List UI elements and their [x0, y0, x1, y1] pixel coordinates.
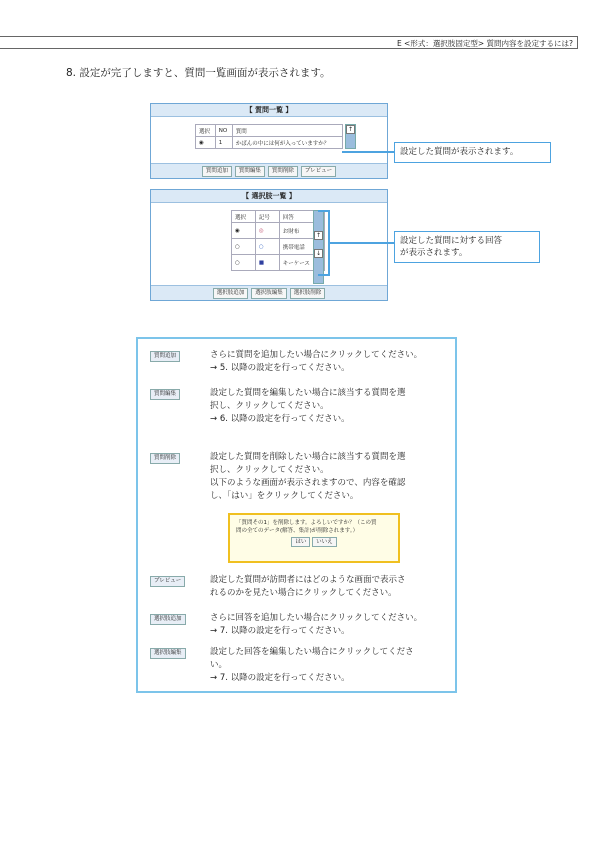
- explanation-line: さらに回答を追加したい場合にクリックしてください。: [210, 613, 423, 623]
- choice-symbol: ○: [255, 239, 279, 255]
- preview-tag: プレビュー: [150, 576, 185, 587]
- callout-bracket: [318, 274, 330, 276]
- yes-button[interactable]: はい: [291, 537, 310, 547]
- select-radio[interactable]: ○: [232, 239, 256, 255]
- question-text: かばんの中には何が入っていますか？: [232, 137, 342, 149]
- delete-choice-button[interactable]: 選択肢削除: [290, 288, 326, 299]
- explanation-line: 設定した質問を編集したい場合に該当する質問を選: [210, 388, 406, 398]
- explanation-text: [210, 349, 449, 375]
- edit-question-tag: 質問編集: [150, 389, 180, 400]
- explanation-line: 設定した質問が訪問者にはどのような画面で表示さ: [210, 575, 406, 585]
- choice-symbol: ■: [255, 255, 279, 271]
- explanation-box: [136, 337, 457, 693]
- table-row: [232, 255, 325, 271]
- explanation-line: → 7. 以降の設定を行ってください。: [210, 626, 350, 636]
- explanation-line: れるのかを見たい場合にクリックしてください。: [210, 588, 397, 598]
- question-table: [195, 124, 343, 149]
- select-radio[interactable]: ◉: [232, 223, 256, 239]
- no-button[interactable]: いいえ: [312, 537, 337, 547]
- column-header: NO: [215, 125, 232, 137]
- table-row: [232, 239, 325, 255]
- explanation-line: 以下のような画面が表示されますので、内容を確認: [210, 478, 406, 488]
- table-header-row: [232, 211, 325, 223]
- scroll-up-icon[interactable]: ↑: [347, 126, 354, 133]
- choice-button-bar: [151, 285, 387, 300]
- explanation-line: さらに質問を追加したい場合にクリックしてください。: [210, 350, 423, 360]
- column-header: 選択: [232, 211, 256, 223]
- question-button-bar: [151, 163, 387, 178]
- delete-question-button[interactable]: 質問削除: [268, 166, 298, 177]
- explanation-line: → 5. 以降の設定を行ってください。: [210, 363, 350, 373]
- select-radio[interactable]: ◉: [196, 137, 216, 149]
- explanation-line: → 7. 以降の設定を行ってください。: [210, 673, 350, 683]
- explanation-line: → 6. 以降の設定を行ってください。: [210, 414, 350, 424]
- confirm-message: 「質問その1」を削除します。よろしいですか？（この質: [236, 520, 377, 526]
- choice-list-panel: [150, 189, 388, 301]
- edit-choice-button[interactable]: 選択肢編集: [251, 288, 287, 299]
- step-heading: 8. 設定が完了しますと、質問一覧画面が表示されます。: [66, 67, 331, 79]
- scroll-down-icon[interactable]: ↓: [315, 250, 322, 257]
- explanation-text: [210, 612, 449, 638]
- explanation-line: い。: [210, 660, 228, 670]
- explanation-line: 設定した質問を削除したい場合に該当する質問を選: [210, 452, 406, 462]
- column-header: 質問: [232, 125, 342, 137]
- explanation-item: [150, 451, 449, 501]
- explanation-item: [150, 646, 449, 683]
- table-row: [196, 137, 343, 149]
- question-list-panel: [150, 103, 388, 179]
- explanation-line: 択し、クリックしてください。: [210, 401, 329, 411]
- add-choice-tag: 選択肢追加: [150, 614, 186, 625]
- explanation-text: [210, 387, 449, 426]
- explanation-line: 設定した回答を編集したい場合にクリックしてくださ: [210, 647, 414, 657]
- choice-list-title: 【 選択肢一覧 】: [151, 190, 387, 203]
- answer-callout: [394, 231, 540, 263]
- explanation-item: [150, 612, 449, 636]
- column-header: 回答: [279, 211, 324, 223]
- choice-table: [231, 210, 325, 271]
- explanation-item: [150, 349, 449, 373]
- page-header: E <形式：選択肢固定型> 質問内容を設定するには?: [0, 36, 578, 49]
- explanation-line: し、「はい」をクリックしてください。: [210, 491, 359, 501]
- preview-button[interactable]: プレビュー: [301, 166, 336, 177]
- confirm-buttons: [236, 538, 392, 546]
- edit-choice-tag: 選択肢編集: [150, 648, 186, 659]
- column-header: 記号: [255, 211, 279, 223]
- explanation-text: [210, 574, 449, 600]
- explanation-text: [210, 646, 449, 685]
- explanation-item: [150, 387, 449, 424]
- confirm-message: 問の全てのデータ(解答、集計)が削除されます。）: [236, 528, 359, 534]
- choice-symbol: ◎: [255, 223, 279, 239]
- choice-answer: キーケース: [279, 255, 324, 271]
- explanation-line: 択し、クリックしてください。: [210, 465, 329, 475]
- question-scrollbar[interactable]: [345, 124, 356, 149]
- edit-question-button[interactable]: 質問編集: [235, 166, 265, 177]
- add-question-button[interactable]: 質問追加: [202, 166, 232, 177]
- explanation-text: [210, 451, 449, 503]
- delete-question-tag: 質問削除: [150, 453, 180, 464]
- add-choice-button[interactable]: 選択肢追加: [213, 288, 249, 299]
- choice-scrollbar[interactable]: [313, 210, 324, 284]
- answer-callout-line: 設定した質問に対する回答: [400, 236, 503, 246]
- callout-connector: [342, 151, 394, 153]
- answer-callout-line: が表示されます。: [400, 248, 468, 258]
- question-number: 1: [215, 137, 232, 149]
- confirm-dialog: [228, 513, 400, 563]
- table-row: [232, 223, 325, 239]
- question-callout: 設定した質問が表示されます。: [394, 142, 551, 163]
- table-header-row: [196, 125, 343, 137]
- question-list-title: 【 質問一覧 】: [151, 104, 387, 117]
- select-radio[interactable]: ○: [232, 255, 256, 271]
- choice-answer: お財布: [279, 223, 324, 239]
- callout-bracket: [318, 210, 330, 212]
- callout-connector: [330, 242, 394, 244]
- explanation-item: [150, 574, 449, 598]
- scroll-up-icon[interactable]: ↑: [315, 232, 322, 239]
- choice-answer: 携帯電話: [279, 239, 324, 255]
- column-header: 選択: [196, 125, 216, 137]
- add-question-tag: 質問追加: [150, 351, 180, 362]
